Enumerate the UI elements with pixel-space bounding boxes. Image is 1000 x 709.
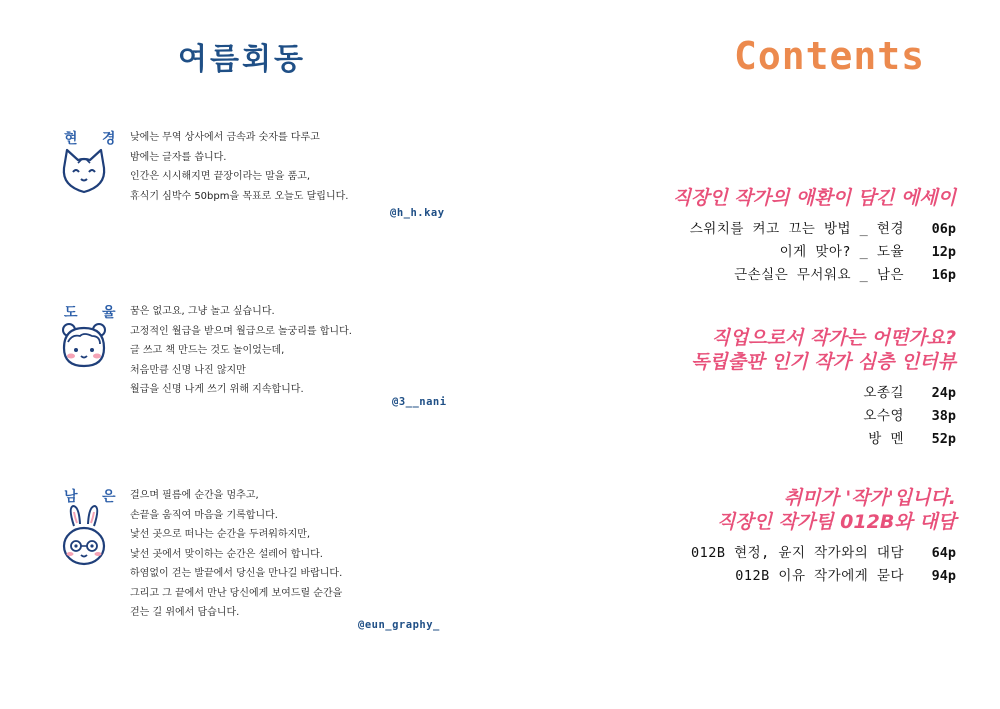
- bio-line: 낯선 곳으로 떠나는 순간을 두려워하지만,: [130, 529, 311, 540]
- left-page-title: 여름회동: [178, 42, 306, 77]
- section-heading: 직업으로서 작가는 어떤가요?: [711, 327, 956, 349]
- bio-line: 그리고 그 끝에서 만난 당신에게 보여드릴 순간을: [130, 587, 343, 599]
- toc-entry-title: 012B 현정, 윤지 작가와의 대담: [690, 545, 904, 561]
- toc-entry-title: 오종길: [863, 385, 904, 401]
- bio-line: 처음만큼 신명 나진 않지만: [130, 364, 246, 376]
- author-handle: @eun_graphy_: [358, 619, 440, 631]
- author-bio: [130, 302, 352, 400]
- toc-entry-page: 16p: [931, 267, 956, 283]
- toc-section-interview: [691, 326, 956, 451]
- author-name: 도 율: [64, 305, 124, 321]
- toc-entry[interactable]: [673, 241, 956, 264]
- toc-entry-page: 94p: [931, 568, 956, 584]
- bear-avatar-icon: [58, 320, 110, 372]
- rabbit-avatar-icon: [58, 504, 110, 568]
- toc-entry[interactable]: [691, 565, 956, 588]
- bio-line: 인간은 시시해지면 끝장이라는 말을 품고,: [130, 171, 311, 182]
- toc-section-dialogue: [691, 486, 956, 588]
- toc-entry-title: 012B 이유 작가에게 묻다: [735, 568, 904, 584]
- bio-line: 월급을 신명 나게 쓰기 위해 지속합니다.: [130, 384, 304, 395]
- toc-entry-page: 64p: [931, 545, 956, 561]
- toc-entry[interactable]: [673, 264, 956, 287]
- toc-list: [673, 218, 956, 287]
- bio-line: 휴식기 심박수 50bpm을 목표로 오늘도 달립니다.: [130, 190, 349, 202]
- toc-entry-page: 24p: [931, 385, 956, 401]
- bio-line: 꿈은 없고요, 그냥 놀고 싶습니다.: [130, 306, 275, 317]
- section-subheading: 직장인 작가팀 012B와 대담: [716, 511, 956, 533]
- section-subheading: 독립출판 인기 작가 심층 인터뷰: [690, 351, 956, 373]
- toc-entry[interactable]: [691, 542, 956, 565]
- bio-line: 밤에는 글자를 씁니다.: [130, 151, 227, 163]
- toc-entry[interactable]: [691, 428, 956, 451]
- author-bio: [130, 486, 342, 623]
- toc-entry-page: 12p: [931, 244, 956, 260]
- toc-entry[interactable]: [691, 382, 956, 405]
- toc-entry-page: 38p: [931, 408, 956, 424]
- toc-section-essay: [673, 186, 956, 287]
- toc-entry-title: 근손실은 무서워요 _ 남은: [734, 267, 904, 283]
- author-name: 현 경: [64, 131, 124, 147]
- author-handle: @3__nani: [392, 396, 447, 408]
- toc-entry-title: 오수영: [863, 408, 904, 424]
- toc-entry-page: 52p: [931, 431, 956, 447]
- toc-entry-page: 06p: [931, 221, 956, 237]
- author-name: 남 은: [64, 489, 124, 505]
- section-heading: 취미가 '작가'입니다.: [783, 487, 956, 509]
- bio-line: 걸으며 필름에 순간을 멈추고,: [130, 490, 259, 501]
- toc-entry[interactable]: [691, 405, 956, 428]
- author-bio: [130, 128, 348, 206]
- bio-line: 하염없이 걷는 발끝에서 당신을 만나길 바랍니다.: [130, 568, 343, 579]
- toc-entry-title: 스위치를 켜고 끄는 방법 _ 현경: [689, 221, 904, 237]
- toc-list: [691, 382, 956, 451]
- section-heading: 직장인 작가의 애환이 담긴 에세이: [672, 187, 956, 209]
- bio-line: 낯선 곳에서 맞이하는 순간은 설레어 합니다.: [130, 548, 323, 560]
- bio-line: 낮에는 무역 상사에서 금속과 숫자를 다루고: [130, 132, 320, 143]
- toc-list: [691, 542, 956, 588]
- bio-line: 고정적인 월급을 받으며 월급으로 놀궁리를 합니다.: [130, 325, 352, 337]
- toc-entry-title: 방 멘: [868, 431, 904, 447]
- bio-line: 걷는 길 위에서 담습니다.: [130, 607, 240, 618]
- bio-line: 손끝을 움직여 마음을 기록합니다.: [130, 509, 278, 521]
- bio-line: 글 쓰고 책 만드는 것도 놀이었는데,: [130, 345, 285, 356]
- cat-avatar-icon: [58, 146, 110, 198]
- toc-entry[interactable]: [673, 218, 956, 241]
- contents-title: Contents: [734, 34, 926, 78]
- author-handle: @h_h.kay: [390, 207, 445, 219]
- toc-entry-title: 이게 맞아? _ 도율: [779, 244, 904, 260]
